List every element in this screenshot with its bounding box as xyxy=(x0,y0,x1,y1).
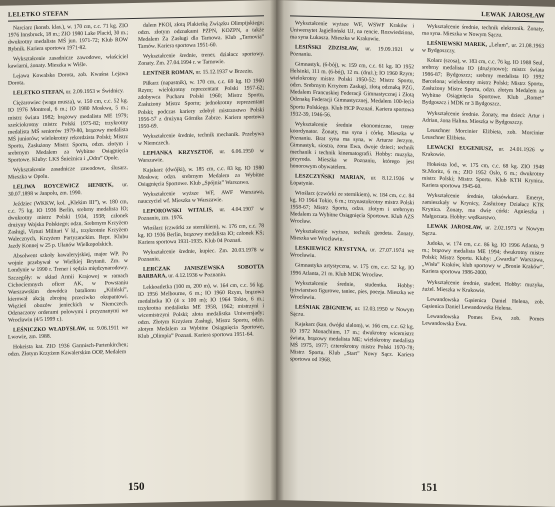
biography-entry xyxy=(8,99,128,165)
entry-text: Narciarz (konsb. klas.), w. 170 cm, c.c. 71 kg. ZIO 1976 Innsbruck, 18 m.; ZIO 1980 Lake Placid, 30 m.; dwukrotny medalista MŚ jun. 1971-72; Klub ROW Rybnik. Kariera sportowa 1971-82. xyxy=(8,23,128,53)
entry-name: LESKIEWICZ KRYSTYNA, xyxy=(295,245,367,254)
biography-entry xyxy=(8,342,128,359)
book-gutter-shadow xyxy=(270,0,284,500)
entry-text: Lejawa Kowalska Dorota, zob. Kwaśna Lejawa Dorota. xyxy=(8,71,128,87)
entry-text: ur. 27.07.1974 we Wrocławiu. xyxy=(290,247,415,260)
entry-text: Gimnastyka artystyczna, w. 175 cm, c.c. 52 kg. IO 1996 Atlanta, 21 m. Klub MDK Wrocław. xyxy=(290,262,414,279)
running-head: LEWAK JAROSŁAW xyxy=(481,11,545,20)
entry-text: ur. 19.09.1921 w Poznaniu. xyxy=(290,46,414,59)
entry-name: LEPOROWSKI WITALIS, xyxy=(143,207,214,215)
biography-entry xyxy=(422,161,544,192)
biography-entry xyxy=(290,246,414,263)
entry-text: ur. 30.07.1898 w Janpolu, zm. 1990. xyxy=(8,182,128,198)
entry-text: Wykształcenie średnie, technik mechanik. Przebywa w Niemczech. xyxy=(138,130,264,147)
entry-text: Kajakarz (dwójki), w. 185 cm, c.c. 83 kg. IO 1980 Moskwa; odzn. srebrnym Medalem za Wybitne Osiągnięcia Sportowe. Klub „Spójnia” Warszawa. xyxy=(138,165,264,188)
biography-entry xyxy=(138,165,264,189)
biography-entry xyxy=(138,51,264,68)
biography-entry xyxy=(290,321,414,366)
entry-text: Wykształcenie średnie, kupiec. Zm. 20.03.1978 w Poznaniu. xyxy=(138,247,264,264)
biography-entry xyxy=(422,224,544,241)
biography-entry xyxy=(290,121,414,173)
biography-entry xyxy=(138,69,264,79)
biography-entry xyxy=(138,206,264,223)
left-page-column-2 xyxy=(138,20,264,344)
entry-text: Judoka, w. 174 cm, c.c. 86 kg. IO 1996 Atlanta, 9 m.; brązowy medalista ME 1994; dwukrotny mistrz Polski; Mistrz Sportu. Kluby: „Gwardia” Warszawa, „Wisła” Kraków, klub sportowy w „Bronie Kraków”. Kariera sportowa 1986-2000. xyxy=(422,240,544,277)
biography-entry xyxy=(138,282,264,341)
entry-name: LESIŃSKI ZDZISŁAW, xyxy=(295,44,359,53)
entry-text: Jeździec (WKKW, kol. „Klekim III”), w. 180 cm, c.c. 75 kg. IO 1936 Berlin, srebrny medalista IO; dwukrotny mistrz Polski 1934, 1938; członek drużyny Wojska Polskiego; odzn. Srebrnym Krzyżem Zasługi, Virtuti Militari V kl., trzykrotnie Krzyżem Walecznych, Krzyżem Partyzanckim. Repr. Klubu Jazdy Konnej w 25 p. Ułanów Wielkopolskich. xyxy=(8,199,128,250)
biography-entry xyxy=(422,58,544,110)
biography-entry xyxy=(138,131,264,148)
biography-entry xyxy=(8,54,128,71)
biography-entry xyxy=(138,265,264,282)
biography-entry xyxy=(290,229,414,246)
entry-text: ur. 24.01.1926 w Krakowie. xyxy=(422,146,544,158)
biography-entry xyxy=(138,248,264,265)
entry-text: Absolwent szkoły kawaleryjskiej, major WP. Po wojnie przebywał w Wielkiej Brytanii. Zm. w Londynie w 1990 r. Trener i sędzia międzynarodowy. Szczegóły: w skład Armii Krajowej w ramach Cichociemnych oficer AK, w Powstaniu Warszawskim dowódca batalionu „Kiliński”, kierował akcją zbrojną przeciwko okupantowi. Więzień obozów jenieckich w Niemczech. Odznaczony orderami polowymi i przyznanymi we Wrocławiu (4/5 1999 r.). xyxy=(8,251,128,324)
entry-text: Piłkarz (napastnik), w. 170 cm, c.c. 69 kg. IO 1960 Rzym; wielokrotny reprezentant Polski 1957-62; zdobywca Pucharu Polski 1960; Mistrz Sportu, Zasłużony Mistrz Sportu; jednokrotny reprezentant Polski; podczas kariery zdobył mistrzostwo Polski 1956-57 z drużyną Górnika Zabrze. Kariera sportowa 1950-69. xyxy=(138,78,264,130)
entry-text: Wioślarz (czwórki ze sternikiem), w. 184 cm, c.c. 84 kg. IO 1964 Tokio, 6 m.; trzynastokrotny mistrz Polski 1958-67; Mistrz Sportu, odzn. złotym i srebrnym Medalem za Wybitne Osiągnięcia Sportowe. Klub AZS Wrocław. xyxy=(290,190,414,226)
entry-text: Wykształcenie zasadnicze zawodowe, ślusarz. Mieszka w Opolu. xyxy=(8,164,128,181)
biography-entry xyxy=(8,251,128,324)
biography-entry xyxy=(8,182,128,199)
entry-name: LESZCZYŃSKI MARIAN, xyxy=(295,173,365,182)
running-head: LELETKO STEFAN xyxy=(8,10,69,19)
entry-text: Wioślarz (czwórki ze sternikiem), w. 176 cm, c.c. 78 kg. IO 1936 Berlin, brązowy medalista IO; członek KS; Kariera sportowa 1931-1935. Klub 04 Poznań. xyxy=(138,223,264,247)
biography-entry xyxy=(8,71,128,88)
entry-text: ur. 12.03.1950 w Nowym Sączu. xyxy=(290,305,414,318)
entry-text: ur. 4.04.1907 w Poznaniu, zm. 1976. xyxy=(138,206,264,223)
entry-name: LEWAK JAROSŁAW, xyxy=(427,223,483,232)
biography-entry xyxy=(138,148,264,165)
entry-name: LELETKO STEFAN, xyxy=(13,89,65,97)
biography-entry xyxy=(138,189,264,206)
entry-text: Wykształcenie wyższe WF, WSWF Kraków i Uniwersytet Jagielloński UJ, na rencie. Rozwiedziona, ma syna Łukasza. Mieszka w Krakowie. xyxy=(290,20,414,43)
biography-entry xyxy=(422,41,544,58)
biography-entry xyxy=(422,279,544,296)
entry-text: ur. 4.12.1936 w Poznaniu. xyxy=(168,272,227,280)
entry-name: LEŚNIAK ZBIGNIEW, xyxy=(295,304,353,312)
biography-entry xyxy=(138,223,264,247)
biography-entry xyxy=(422,110,544,127)
entry-text: Wykształcenie średnie, student. Hobby: muzyka, żużel. Mieszka w Krakowie. xyxy=(422,279,544,294)
biography-entry xyxy=(290,263,414,280)
biography-entry xyxy=(290,173,414,190)
entry-text: Hokeista kat. ZIO 1936 Garmisch-Partenkirchen; odzn. Złotym Krzyżem Kawalerskim OOP, Medalem xyxy=(8,342,128,358)
page-number: 150 xyxy=(128,480,145,494)
entry-text: Lekkoatletka (100 m, 200 m), w. 164 cm, c.c. 56 kg. IO 1956 Melbourne, 6 m.; IO 1960 Rzym, brązowa medalistka IO (4 x 100 m); IO 1964 Tokio, 6 m.; trzykrotna medalistka ME 1958, 1962; mistrzyni i wicemistrzyni Polski; złota medalistka Uniwersjady; odzn. Złotym Krzyżem Zasługi, Mistrz Sportu, odzn. złotym Medalem za Wybitne Osiągnięcia Sportowe, Klub „Olimpia” Poznań. Kariera sportowa 1951-64. xyxy=(138,281,264,340)
biography-entry xyxy=(290,304,414,321)
entry-text: dalem PKOl, złotą Plakietką Związku Olimpijskiego; odzn. złotym odznakami PZPN, KOZPN, a także Medalem Za Zasługi dla Tarnowa. Klub „Tarnovia” Tarnów. Kariera sportowa 1951-60. xyxy=(138,20,264,51)
right-page xyxy=(276,0,555,507)
entry-name: LEWACKI EUGENIUSZ, xyxy=(427,144,494,153)
biography-entry xyxy=(290,62,414,121)
entry-text: ur. 8.12.1936 w Łopatynie. xyxy=(290,175,415,187)
entry-text: Wykształcenie średnie, technik elektronik. Żonaty, ma syna. Mieszka w Nowym Sączu. xyxy=(422,23,544,39)
entry-text: Leuschner Morcinier Elżbieta, zob. Morcinier Leuschner Elżbieta. xyxy=(422,127,544,142)
entry-text: Wykształcenie średnie, taksówkarz. Emeryt, zamieszkały w Krynicy, Zasłużony Działacz KTK Krynica. Żonaty, ma dwie córki: Agnieszka i Małgorzata. Hobby: wędkarstwo. xyxy=(422,192,544,222)
entry-name: LENTNER ROMAN, xyxy=(143,69,195,78)
biography-entry xyxy=(290,190,414,228)
biography-entry xyxy=(290,44,414,61)
entry-text: Wykształcenie średnie, studentka. Hobby: łyżwiarstwo figurowe, taniec, pies, poezja. Mieszka we Wrocławiu. xyxy=(290,280,414,301)
biography-entry xyxy=(8,88,128,98)
entry-text: Gimnastyk, (6-bój), w. 159 cm, c.c. 61 kg. IO 1952 Helsinki, 111 m. (6-bój), 12 m. (druż.); IO 1960 Rzym; wielokrotny mistrz Polski 1950-52; Mistrz Sportu, odzn. Srebrnym Krzyżem Zasługi, złotą odznaką PZG, Medalem Francuskiej Federacji Gimnastycznej i Złotą Odznaką Federacji Gimnastycznej, Medalem 100-lecia Sportu Polskiego. Klub HCP Poznań. Kariera sportowa 1932-39, 1946-56. xyxy=(290,61,414,118)
biography-entry xyxy=(290,20,414,44)
entry-text: Wykształcenie średnie ekonomiczne, trener koordynator. Żonaty, ma syna i córkę. Mieszka w Poznaniu. Brat syna ma syna, w Arturze Jerzym. Gimnastyk, siostra, żona Ewa, dwoje dzieci; technik mechanik i technik kinematografii. Hobby: muzyka, przyroda. Mieszka w Poznaniu, którego jest honorowym obywatelem. xyxy=(290,121,414,171)
entry-text: Kajakarz (kan. dwójki slalom), w. 166 cm, c.c. 62 kg. IO 1972 Monachium, 17 m.; dwukrotny wicemistrz świata, brązowy medalista ME; wielokrotny medalista MŚ 1975, 1977; czterokrotny mistrz Polski 1970-78; Mistrz Sportu. Klub „Start” Nowy Sącz. Kariera sportowa od 1968. xyxy=(290,321,414,364)
entry-text: ur. 2.02.1973 w Nowym Sączu. xyxy=(422,225,544,238)
entry-name: LELIWA ROYCEWICZ HENRYK, xyxy=(13,182,114,191)
entry-text: Wykształcenie wyższe, technik geodeta. Żonaty. Mieszka we Wrocławiu. xyxy=(290,228,414,243)
entry-text: Wykształcenie wyższe WF, AWF Warszawa, nauczyciel wf. Mieszka w Warszawie. xyxy=(138,189,264,205)
entry-text: Hokeista lod., w. 175 cm, c.c. 68 kg. ZIO 1948 St.Moritz, 6 m.; ZIO 1952 Oslo, 6 m.; dwukrotny mistrz Polski; Mistrz Sportu. Klub KTH Krynica. Kariera sportowa 1945-60. xyxy=(422,161,544,190)
right-page-column-1 xyxy=(290,20,414,369)
entry-text: ur. 6.06.1950 w Warszawie. xyxy=(138,148,264,164)
biography-entry xyxy=(422,193,544,224)
biography-entry xyxy=(8,199,128,251)
biography-entry xyxy=(138,20,264,51)
entry-name: LEŚNICZKO WŁADYSŁAW, xyxy=(13,325,87,334)
entry-text: „Lelum”, ur. 21.08.1963 w Bydgoszczy. xyxy=(422,42,544,55)
entry-text: Wykształcenie średnie. Żonaty, ma dzieci: Artur i Adrian, żona Halina. Mieszka w Bydgoszczy. xyxy=(422,110,544,126)
entry-text: ur. 2.09.1953 w Świdnicy. xyxy=(65,88,124,96)
biography-entry xyxy=(422,127,544,144)
biography-entry xyxy=(8,23,128,54)
entry-name: LEŚNIEWSKI MAREK, xyxy=(427,40,487,49)
biography-entry xyxy=(138,79,264,131)
biography-entry xyxy=(422,241,544,279)
biography-entry xyxy=(422,296,544,313)
biography-entry xyxy=(8,165,128,182)
entry-text: Lewandowska Pomes Ewa, zob. Pomes Lewandowska Ewa. xyxy=(422,313,544,328)
right-page-column-2 xyxy=(422,24,544,334)
biography-entry xyxy=(290,280,414,304)
entry-text: Ciężarowiec (waga musza), w. 150 cm, c.c. 52 kg. IO 1976 Montreal, 6 m.; IO 1980 Moskwa, 5 m.; mistrz świata 1982; brązowy medalista ME 1979; sześciokrotny mistrz Polski 1975-82; trzykrotny medalista MŚ seniorów 1979-80, brązowy medalista MŚ juniorów; wielokrotny rekordzista Polski; Mistrz Sportu, Zasłużony Mistrz Sportu, odzn. złotym i srebrnym Medalem za Wybitne Osiągnięcia Sportowe. Kluby: LKS Śnieżnica i „Odra” Opole. xyxy=(8,98,128,164)
entry-text: Kolarz (szosa), w. 183 cm, c.c. 76 kg. IO 1988 Seul, srebrny medalista IO (drużynowo); mistrz świata 1986-87; Bydgoszcz; srebrny medalista IO 1992 Barcelona; wielokrotny mistrz Polski; Mistrz Sportu, Zasłużony Mistrz Sportu, odzn. złotym Medalem za Wybitne Osiągnięcia Sportowe. Klub „Romet” Bydgoszcz i MDK nr 3 Bydgoszcz. xyxy=(422,57,544,108)
biography-entry xyxy=(422,144,544,161)
entry-text: Wykształcenie zasadnicze zawodowe, właściciel kawiarni, żonaty. Mieszka w Wiśle. xyxy=(8,54,128,70)
biography-entry xyxy=(8,325,128,342)
biography-entry xyxy=(422,24,544,41)
entry-text: Lewandowska Gąsienica Daniel Helena, zob. Gąsienica Daniel Lewandowska Helena. xyxy=(422,296,544,312)
entry-text: ur. 15.12.1937 w Brzeziu. xyxy=(195,68,254,76)
biography-entry xyxy=(422,313,544,330)
entry-name: LEPIANKA KRZYSZTOF, xyxy=(143,149,214,157)
left-page-column-1 xyxy=(8,23,128,362)
entry-text: ur. 9.06.1911 we Lwowie, zm. 1988. xyxy=(8,324,129,341)
entry-text: Wykształcenie średnie, trener, działacz sportowy. Zonaty. Zm. 27.04.1994 r. w Tarnowie. xyxy=(138,51,264,68)
page-number: 151 xyxy=(421,481,438,494)
entry-name: LERCZAK JANISZEWSKA SOBOTTA BARBARA, xyxy=(138,264,264,281)
left-page xyxy=(0,0,276,506)
